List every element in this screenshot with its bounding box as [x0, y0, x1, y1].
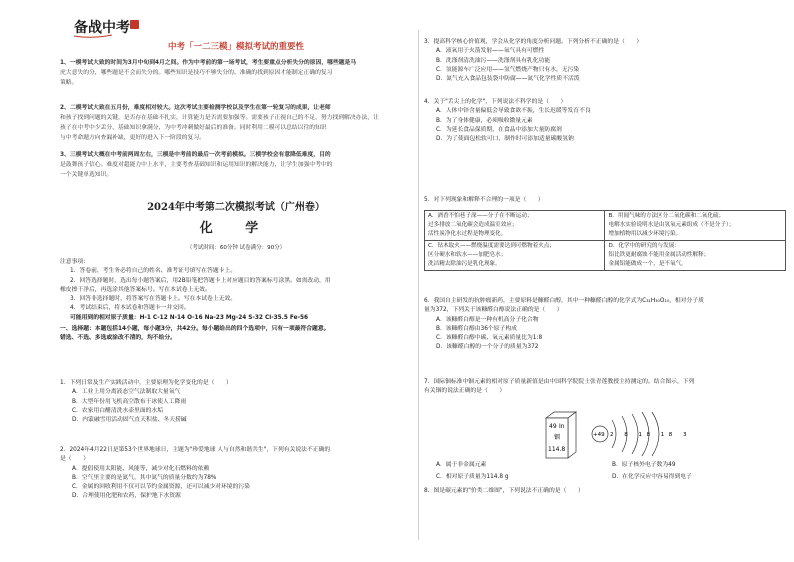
electron-shells: 2 8 18 18 3 [610, 432, 691, 438]
nucleus-charge: +49 [593, 432, 605, 438]
note-line: 4．考试结束后，将本试卷和答题卡一并交回。 [70, 305, 190, 312]
exam-notes [60, 258, 331, 343]
option-c[interactable]: C．农家用白醋清洗水壶里面的水垢 [72, 407, 164, 414]
question-1 [60, 379, 232, 425]
option-b[interactable]: B．该糠醛白醇由36个原子构成 [436, 325, 517, 332]
option-b[interactable]: B．洗涤剂清洗油污——洗涤剂具有乳化功能 [436, 57, 551, 64]
text-line: 孩子在中考中少丢分，基础知识拿满分，为中考冲刺做好最后的准备。同时利用二模可以总结以往的知识 [60, 125, 327, 132]
cell-line: 金属铝能做成一个，是不氧气。 [608, 260, 687, 267]
cell-line: C．钻木取火——燃烧温度需要达到可燃物着火点； [428, 242, 555, 249]
table-cell-d[interactable] [605, 240, 786, 270]
text-line: 与中考命题方向查漏补缺，更好的进入下一阶段的复习。 [60, 135, 205, 142]
cell-line: 铝比铁更耐腐蚀不能用金属活动性解释； [608, 251, 710, 258]
text-line: 3、三模考试大概在中考前两周左右，三模是中考前的最后一次考前模拟。三模学校会有意降低难度，目的 [60, 152, 331, 158]
exam-subject: 化 学 [199, 221, 273, 236]
atomic-mass-line: 可能用到的相对原子质量：H-1 C-12 N-14 O-16 Na-23 Mg-24 S-32 Cl-35.5 Fe-56 [70, 314, 309, 321]
brand-logo [72, 16, 142, 40]
column-divider [418, 30, 419, 540]
note-line: 2．回答选择题时，选出每小题答案后，用2B铅笔把答题卡上对应题目的答案标号涂黑。如需改动，用 [70, 277, 331, 284]
question-stem: 3．提高科学核心价值观，学会从化学的角度分析问题。下列分析不正确的是（ ） [424, 39, 643, 45]
text-line: 和孩子找到问题的关键，是否存在基础不扎实，计算能力是否需要加强等。需要孩子正视自己的不足，努力找到解决办法，让 [60, 115, 379, 122]
exam-title: 2024年中考第二次模拟考试（广州卷） [147, 202, 325, 213]
atomic-number: 49 [549, 423, 557, 430]
element-card [546, 412, 576, 458]
text-line: 策略。 [60, 80, 78, 87]
text-line: 一个关键单选知识。 [60, 172, 113, 179]
logo-text: 备战中考 [74, 20, 130, 36]
question-5-table [424, 210, 786, 271]
question-2 [60, 446, 330, 502]
cell-line: A．酒香不怕巷子深——分子在不断运动； [428, 213, 533, 219]
cell-line: 过多排放二氧化碳会造成温室效应； [428, 221, 518, 228]
option-d[interactable]: D．内蒙融雪用活动固气直天积盐、冬天捞碱 [72, 417, 187, 424]
section-heading: 一、选择题：本题包括14小题，每小题3分，共42分。每小题给出的四个选项中，只有一项最符合题意。 [60, 325, 330, 332]
option-d[interactable]: D．该糠醛白醇的一个分子的质量为372 [436, 344, 539, 351]
option-b[interactable]: B．为了身体健康，必须吸收微量元素 [436, 117, 533, 124]
note-line: 1．答卷前，考生务必将自己的姓名、准考证号填写在答题卡上。 [70, 268, 237, 275]
question-stem-cont: 是（ ） [60, 456, 89, 463]
text-line: 是鼓舞孩子信心。难度对超能力中上水平，主要考查基础知识和运用知识的解决能力，让学生加强中考中的 [60, 162, 333, 169]
table-cell-c[interactable] [425, 240, 605, 270]
question-stem: 1．下列日常及生产实践活动中，主要原理为化学变化的是（ ） [60, 380, 232, 386]
option-d[interactable]: D．为了使面包松软可口，制作时可添加适量碳酸氢钠 [436, 136, 574, 143]
section-heading-cont: 错选、不选、多选或涂改不清的，均不给分。 [60, 335, 176, 342]
notes-title: 注意事项： [60, 259, 89, 265]
option-c[interactable]: C．为延长食品保质期，在食品中添加大量防腐剂 [436, 126, 562, 133]
element-symbol: In [559, 423, 565, 430]
atom-structure [592, 412, 691, 456]
exam-meta: （考试时间：60分钟 试卷满分：90分） [186, 245, 286, 251]
question-3 [424, 38, 642, 84]
table-cell-b[interactable] [605, 211, 786, 241]
note-line: 3．回答非选择题时，将答案写在答题卡上。写在本试卷上无效。 [70, 296, 237, 303]
question-6 [424, 297, 704, 353]
notice-para-3 [60, 150, 332, 180]
question-stem: 6．我国自主研发的抗肿瘤新药，主要原料是糠醛白醇，其中一种糠醛白醇的化学式为C₃₁H₃₀O₁₀，相对分子质 [424, 298, 704, 304]
option-b[interactable]: B．原子核外电子数为49 [612, 462, 676, 468]
option-d[interactable]: D．在化学反应中容易得到电子 [612, 474, 692, 480]
cell-line: 洗洁精去除油污是乳化现象。 [428, 260, 501, 267]
question-stem: 7．国际铟标准中铟元素的相对原子质量新值是由中国科学院院士张青莲教授主持测定的。结合图示，下列 [424, 379, 695, 385]
note-line: 橡皮擦干净后，再选涂其他答案标号。写在本试卷上无效。 [60, 286, 211, 293]
question-stem: 2．2024年4月22日是第53个世界地球日，主题为"珍爱地球 人与自然和谐共生"，下列有关说法不正确的 [60, 447, 331, 453]
cell-line: D．化学中的研究的与发展： [608, 242, 680, 249]
option-d[interactable]: D．合理使用化肥和农药，保护地下水资源 [72, 493, 181, 500]
question-stem: 4．关于"舌尖上的化学"，下列说法不科学的是（ ） [424, 99, 567, 105]
table-cell-a[interactable] [425, 211, 605, 241]
option-c[interactable]: C．氢能源车广泛应用——氢气燃烧产物只有水，无污染 [436, 66, 580, 73]
notice-title: 中考「一二三模」模拟考试的重要性 [168, 42, 305, 52]
option-a[interactable]: A．属于非金属元素 [436, 462, 487, 468]
question-stem-cont: 有关铟的说法正确的是（ ） [424, 388, 506, 395]
option-d[interactable]: D．氮气充入食品包装袋中防腐——氮气化学性质不活泼 [436, 76, 580, 83]
text-line: 1、一模考试大致的时间为3月中旬到4月之间。作为中考前的第一场考试，考生要重点分析失分的原因，哪些题是马 [60, 60, 357, 66]
cell-line: 电解水实验说明水是由氢氧元素组成（不是分子）； [608, 221, 735, 228]
atomic-mass: 114.8 [548, 446, 566, 453]
text-line: 虎大意失的分，哪些题是不会而失分的。哪些知识是技巧不够失分的。准确的找到原因才能制定正确的复习 [60, 70, 333, 77]
option-b[interactable]: B．大型年份用飞机高空散布干冰使人工降雨 [72, 398, 187, 405]
cell-line: 区分硬水和软水——加肥皂水； [428, 251, 507, 258]
element-name: 铟 [554, 434, 561, 441]
question-7 [424, 378, 694, 397]
question-4 [424, 98, 591, 144]
text-line: 2、二模考试大致在五月份，难度相对较大。这次考试主要检测学校以及学生在第一轮复习的成果，让老师 [60, 105, 331, 111]
cell-line: 增加植物用以减少环境污染。 [608, 230, 682, 237]
question-stem-cont: 量为372，下列关于该糠醛白醇说法正确的是（ ） [424, 307, 563, 314]
option-c[interactable]: C．该糠醛白醇中碳、氧元素质量比为1:8 [436, 335, 543, 342]
notice-para-1 [60, 58, 356, 88]
cell-line: B．用闻气味的方法区分二氧化碳和二氧化硫； [608, 213, 725, 219]
question-5-stem: 5．对下列现象和解释不合理的一项是（ ） [424, 197, 544, 203]
option-c[interactable]: C．相对原子质量为114.8 g [436, 474, 509, 480]
option-a[interactable]: A．提倡使用太阳能、风能等，减少对化石燃料的依赖 [72, 465, 210, 472]
option-c[interactable]: C．金属的回收利用不仅可以节约金属资源，还可以减少对环境的污染 [72, 484, 250, 491]
indium-diagram [542, 408, 691, 460]
cell-line: 活性炭净化水过程是物理变化。 [428, 230, 507, 237]
option-b[interactable]: B．空气里主要的是氮气，其中氮气的质量分数约为78% [72, 474, 217, 481]
option-a[interactable]: A．液氧用于火箭发射——氧气具有可燃性 [436, 48, 545, 55]
option-a[interactable]: A．人体中锌含量偏低会导致食欲不振，生长迟缓等发育不良 [436, 108, 591, 115]
question-8-stem: 8．图是碳元素的"价类二维图"，下列说法不正确的是（ ） [424, 488, 584, 494]
notice-para-2 [60, 103, 379, 144]
option-a[interactable]: A．工业上用分离液态空气法制取大量氧气 [72, 389, 181, 396]
option-a[interactable]: A．该糠醛白醇是一种有机高分子化合物 [436, 316, 539, 323]
